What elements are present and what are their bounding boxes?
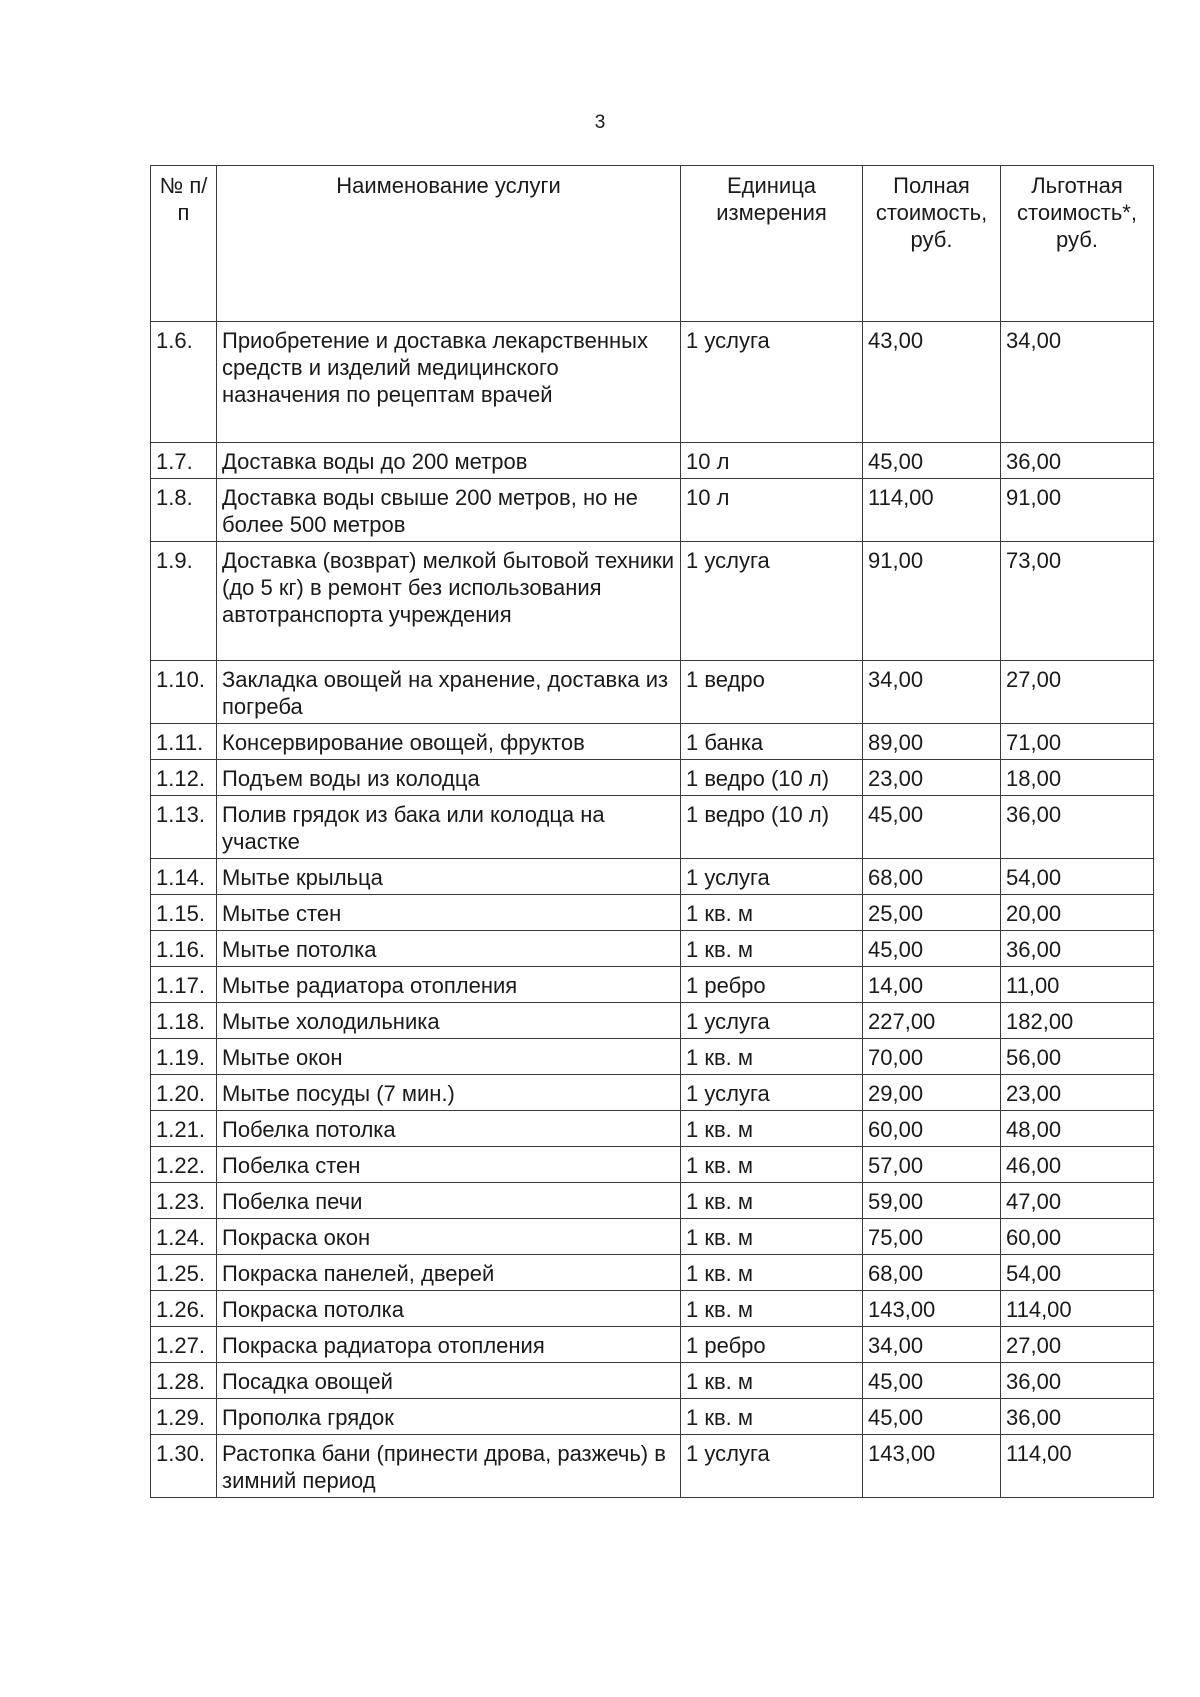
table-row [151,479,1154,542]
row-number: 1.22. [151,1147,217,1183]
header-discount-price: Льготная стоимость*, руб. [1001,166,1154,322]
full-price: 43,00 [863,322,1001,443]
service-name: Мытье посуды (7 мин.) [217,1075,681,1111]
unit-of-measure: 1 услуга [681,1003,863,1039]
row-number: 1.28. [151,1363,217,1399]
table-row [151,859,1154,895]
full-price: 34,00 [863,661,1001,724]
full-price: 89,00 [863,724,1001,760]
discount-price: 182,00 [1001,1003,1154,1039]
full-price: 91,00 [863,542,1001,661]
table-row [151,1291,1154,1327]
discount-price: 27,00 [1001,1327,1154,1363]
table-row [151,443,1154,479]
discount-price: 114,00 [1001,1435,1154,1498]
row-number: 1.17. [151,967,217,1003]
row-number: 1.20. [151,1075,217,1111]
page-number: 3 [594,112,606,133]
service-name: Мытье крыльца [217,859,681,895]
full-price: 34,00 [863,1327,1001,1363]
unit-of-measure: 1 кв. м [681,1147,863,1183]
table-row [151,1039,1154,1075]
row-number: 1.26. [151,1291,217,1327]
table-header-row [151,166,1154,322]
unit-of-measure: 10 л [681,479,863,542]
table-row [151,661,1154,724]
unit-of-measure: 1 услуга [681,1075,863,1111]
service-name: Закладка овощей на хранение, доставка из погреба [217,661,681,724]
row-number: 1.19. [151,1039,217,1075]
service-name: Побелка печи [217,1183,681,1219]
service-name: Покраска потолка [217,1291,681,1327]
discount-price: 27,00 [1001,661,1154,724]
discount-price: 23,00 [1001,1075,1154,1111]
table-row [151,1147,1154,1183]
discount-price: 73,00 [1001,542,1154,661]
unit-of-measure: 1 кв. м [681,1039,863,1075]
full-price: 45,00 [863,1399,1001,1435]
discount-price: 91,00 [1001,479,1154,542]
full-price: 227,00 [863,1003,1001,1039]
unit-of-measure: 1 ведро [681,661,863,724]
full-price: 70,00 [863,1039,1001,1075]
table-row [151,796,1154,859]
service-name: Посадка овощей [217,1363,681,1399]
full-price: 23,00 [863,760,1001,796]
full-price: 14,00 [863,967,1001,1003]
service-name: Покраска панелей, дверей [217,1255,681,1291]
full-price: 60,00 [863,1111,1001,1147]
row-number: 1.11. [151,724,217,760]
row-number: 1.16. [151,931,217,967]
service-name: Доставка (возврат) мелкой бытовой техники (до 5 кг) в ремонт без использования автотранспорта учреждения [217,542,681,661]
discount-price: 54,00 [1001,1255,1154,1291]
table-row [151,1075,1154,1111]
full-price: 75,00 [863,1219,1001,1255]
row-number: 1.7. [151,443,217,479]
header-name: Наименование услуги [217,166,681,322]
unit-of-measure: 1 кв. м [681,1111,863,1147]
service-name: Покраска окон [217,1219,681,1255]
row-number: 1.21. [151,1111,217,1147]
table-row [151,542,1154,661]
discount-price: 60,00 [1001,1219,1154,1255]
discount-price: 36,00 [1001,796,1154,859]
unit-of-measure: 1 кв. м [681,931,863,967]
service-name: Мытье окон [217,1039,681,1075]
unit-of-measure: 1 кв. м [681,895,863,931]
service-name: Мытье радиатора отопления [217,967,681,1003]
discount-price: 114,00 [1001,1291,1154,1327]
unit-of-measure: 10 л [681,443,863,479]
service-name: Доставка воды свыше 200 метров, но не более 500 метров [217,479,681,542]
row-number: 1.25. [151,1255,217,1291]
full-price: 68,00 [863,859,1001,895]
table-row [151,1255,1154,1291]
unit-of-measure: 1 ребро [681,1327,863,1363]
unit-of-measure: 1 кв. м [681,1363,863,1399]
unit-of-measure: 1 услуга [681,322,863,443]
discount-price: 36,00 [1001,1399,1154,1435]
row-number: 1.23. [151,1183,217,1219]
row-number: 1.27. [151,1327,217,1363]
table-row [151,1399,1154,1435]
header-unit: Единица измерения [681,166,863,322]
service-name: Растопка бани (принести дрова, разжечь) в зимний период [217,1435,681,1498]
service-name: Побелка стен [217,1147,681,1183]
full-price: 45,00 [863,931,1001,967]
unit-of-measure: 1 ребро [681,967,863,1003]
table-row [151,1327,1154,1363]
unit-of-measure: 1 услуга [681,1435,863,1498]
row-number: 1.29. [151,1399,217,1435]
service-name: Мытье холодильника [217,1003,681,1039]
discount-price: 54,00 [1001,859,1154,895]
table-row [151,1111,1154,1147]
unit-of-measure: 1 услуга [681,542,863,661]
unit-of-measure: 1 кв. м [681,1255,863,1291]
unit-of-measure: 1 кв. м [681,1399,863,1435]
unit-of-measure: 1 ведро (10 л) [681,796,863,859]
full-price: 45,00 [863,1363,1001,1399]
table-row [151,967,1154,1003]
discount-price: 48,00 [1001,1111,1154,1147]
full-price: 114,00 [863,479,1001,542]
discount-price: 71,00 [1001,724,1154,760]
table-row [151,322,1154,443]
unit-of-measure: 1 банка [681,724,863,760]
row-number: 1.12. [151,760,217,796]
service-name: Прополка грядок [217,1399,681,1435]
discount-price: 46,00 [1001,1147,1154,1183]
table-row [151,1219,1154,1255]
discount-price: 36,00 [1001,931,1154,967]
service-name: Мытье стен [217,895,681,931]
table-row [151,1183,1154,1219]
service-name: Подъем воды из колодца [217,760,681,796]
header-full-price: Полная стоимость, руб. [863,166,1001,322]
table-row [151,1435,1154,1498]
discount-price: 47,00 [1001,1183,1154,1219]
discount-price: 36,00 [1001,443,1154,479]
service-name: Приобретение и доставка лекарственных средств и изделий медицинского назначения по рецептам врачей [217,322,681,443]
row-number: 1.24. [151,1219,217,1255]
row-number: 1.13. [151,796,217,859]
full-price: 45,00 [863,796,1001,859]
row-number: 1.6. [151,322,217,443]
full-price: 59,00 [863,1183,1001,1219]
full-price: 25,00 [863,895,1001,931]
row-number: 1.9. [151,542,217,661]
table-row [151,895,1154,931]
discount-price: 34,00 [1001,322,1154,443]
table-row [151,760,1154,796]
service-name: Мытье потолка [217,931,681,967]
table-row [151,1003,1154,1039]
row-number: 1.14. [151,859,217,895]
discount-price: 56,00 [1001,1039,1154,1075]
unit-of-measure: 1 кв. м [681,1183,863,1219]
table-row [151,724,1154,760]
unit-of-measure: 1 услуга [681,859,863,895]
discount-price: 20,00 [1001,895,1154,931]
service-name: Покраска радиатора отопления [217,1327,681,1363]
service-name: Побелка потолка [217,1111,681,1147]
table-row [151,1363,1154,1399]
header-num: № п/п [151,166,217,322]
full-price: 57,00 [863,1147,1001,1183]
full-price: 29,00 [863,1075,1001,1111]
discount-price: 11,00 [1001,967,1154,1003]
row-number: 1.30. [151,1435,217,1498]
discount-price: 36,00 [1001,1363,1154,1399]
unit-of-measure: 1 кв. м [681,1219,863,1255]
discount-price: 18,00 [1001,760,1154,796]
service-name: Полив грядок из бака или колодца на участке [217,796,681,859]
unit-of-measure: 1 кв. м [681,1291,863,1327]
row-number: 1.10. [151,661,217,724]
row-number: 1.15. [151,895,217,931]
full-price: 143,00 [863,1291,1001,1327]
row-number: 1.8. [151,479,217,542]
table-row [151,931,1154,967]
full-price: 68,00 [863,1255,1001,1291]
full-price: 45,00 [863,443,1001,479]
service-name: Доставка воды до 200 метров [217,443,681,479]
unit-of-measure: 1 ведро (10 л) [681,760,863,796]
full-price: 143,00 [863,1435,1001,1498]
price-table [150,165,1154,1498]
row-number: 1.18. [151,1003,217,1039]
service-name: Консервирование овощей, фруктов [217,724,681,760]
